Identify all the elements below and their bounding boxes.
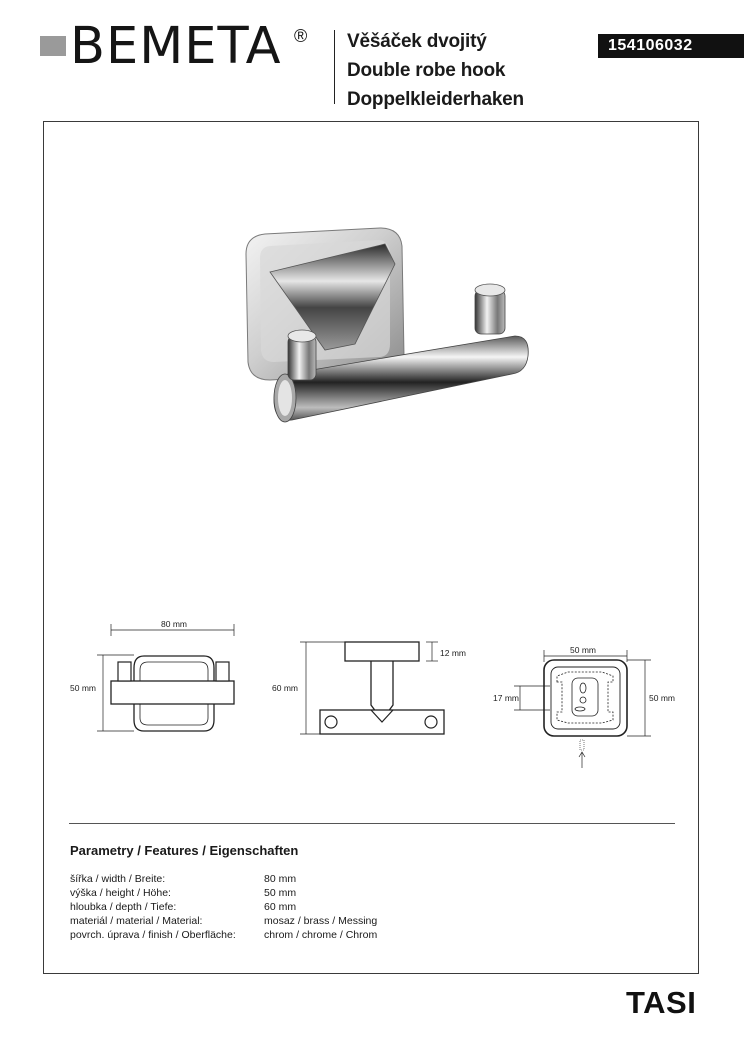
feature-value: 50 mm	[264, 887, 297, 899]
front-height-dim: 50 mm	[70, 683, 96, 693]
feature-label: povrch. úprava / finish / Oberfläche:	[70, 929, 236, 941]
feature-row-finish	[70, 928, 377, 942]
features-table	[70, 872, 377, 942]
side-view-drawing	[300, 642, 444, 734]
feature-label: výška / height / Höhe:	[70, 887, 171, 899]
registered-mark: ®	[294, 26, 308, 46]
feature-row-height	[70, 886, 377, 900]
title-czech: Věšáček dvojitý	[347, 31, 487, 52]
side-height-dim: 60 mm	[272, 683, 298, 693]
feature-value: 60 mm	[264, 901, 297, 913]
feature-value: chrom / chrome / Chrom	[264, 929, 378, 941]
features-heading: Parametry / Features / Eigenschaften	[70, 843, 299, 858]
front-width-dim: 80 mm	[161, 619, 187, 629]
title-english: Double robe hook	[347, 60, 506, 81]
title-german: Doppelkleiderhaken	[347, 89, 524, 110]
back-height-dim: 50 mm	[649, 693, 675, 703]
feature-row-material	[70, 914, 377, 928]
series-name: TASI	[626, 985, 697, 1020]
side-top-dim: 12 mm	[440, 648, 466, 658]
logo-wordmark: BEMETA	[70, 17, 282, 76]
feature-row-width	[70, 872, 377, 886]
feature-row-depth	[70, 900, 377, 914]
front-view-drawing	[97, 624, 234, 731]
product-code-badge: 154106032	[598, 34, 744, 58]
feature-value: mosaz / brass / Messing	[264, 915, 378, 927]
feature-label: materiál / material / Material:	[70, 915, 203, 927]
back-offset-dim: 17 mm	[493, 693, 519, 703]
feature-value: 80 mm	[264, 873, 297, 885]
feature-label: šířka / width / Breite:	[70, 873, 166, 885]
back-width-dim: 50 mm	[570, 645, 596, 655]
feature-label: hloubka / depth / Tiefe:	[70, 901, 177, 913]
section-divider	[69, 823, 675, 824]
back-view-drawing	[514, 650, 651, 768]
